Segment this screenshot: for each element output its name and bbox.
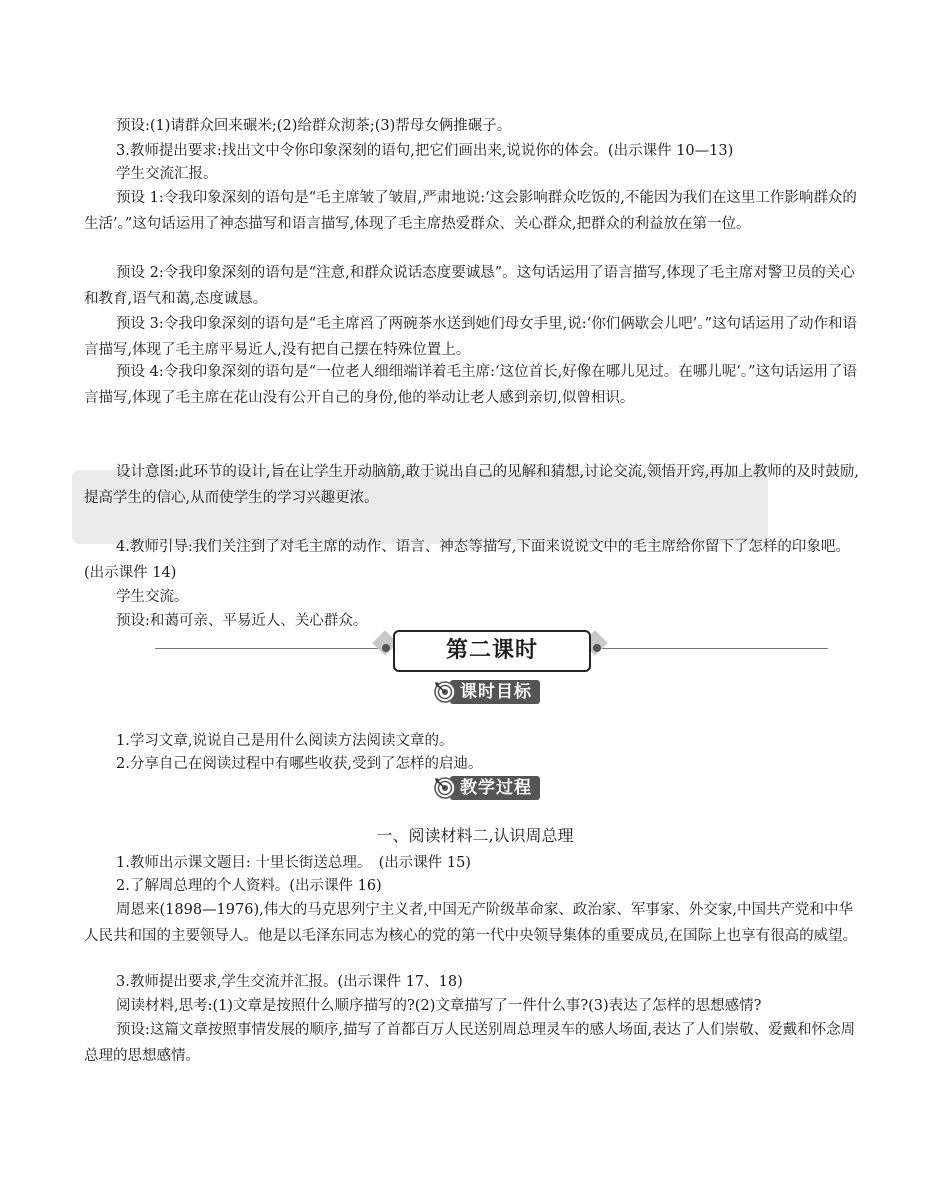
step-3: 3.教师提出要求,学生交流并汇报。(出示课件 17、18) (116, 974, 463, 990)
divider-line-left (155, 648, 387, 649)
preset-text: 预设:(1)请群众回来碾米;(2)给群众沏茶;(3)帮母女俩推碾子。 (116, 118, 512, 134)
lesson-goals-label: 课时目标 (450, 680, 540, 704)
preset-2: 预设 2:令我印象深刻的语句是“注意,和群众说话态度要诚恳”。这句话运用了语言描写,体现了毛主席对警卫员的关心和教育,语气和蔼,态度诚恳。 (84, 265, 855, 307)
reading-question: 阅读材料,思考:(1)文章是按照什么顺序描写的?(2)文章描写了一件什么事?(3)表达了怎样的思想感情? (116, 998, 762, 1014)
teacher-guide: 4.教师引导:我们关注到了对毛主席的动作、语言、神态等描写,下面来说说文中的毛主席给你留下了怎样的印象吧。(出示课件 14) (84, 539, 850, 581)
zhou-bio: 周恩来(1898—1976),伟大的马克思列宁主义者,中国无产阶级革命家、政治家、军事家、外交家,中国共产党和中华人民共和国的主要领导人。他是以毛泽东同志为核心的党的第一代中央领导集体的重要成员,在国际上也享有很高的威望。 (84, 902, 858, 944)
section-heading: 一、阅读材料二,认识周总理 (376, 826, 574, 845)
student-exchange: 学生交流。 (116, 589, 189, 605)
goal-2: 2.分享自己在阅读过程中有哪些收获,受到了怎样的启迪。 (116, 756, 483, 772)
impression-preset: 预设:和蔼可亲、平易近人、关心群众。 (116, 613, 368, 629)
divider-dot-right (593, 644, 601, 652)
step-1: 1.教师出示课文题目: 十里长街送总理。 (出示课件 15) (116, 855, 471, 871)
teaching-process-badge (434, 775, 540, 801)
preset-1: 预设 1:令我印象深刻的语句是“毛主席皱了皱眉,严肃地说:‘这会影响群众吃饭的,不能因为我们在这里工作影响群众的生活’。”这句话运用了神态描写和语言描写,体现了毛主席热爱群众、关心群众,把群众的利益放在第一位。 (84, 190, 857, 232)
reading-answer: 预设:这篇文章按照事情发展的顺序,描写了首都百万人民送别周总理灵车的感人场面,表达了人们崇敬、爱戴和怀念周总理的思想感情。 (84, 1022, 856, 1064)
teacher-requirement: 3.教师提出要求:找出文中令你印象深刻的语句,把它们画出来,说说你的体会。(出示课件 10—13) (116, 143, 734, 159)
step-2: 2.了解周总理的个人资料。(出示课件 16) (116, 878, 382, 894)
divider-line-right (594, 648, 828, 649)
target-icon (434, 777, 456, 799)
goal-1: 1.学习文章,说说自己是用什么阅读方法阅读文章的。 (116, 733, 454, 749)
preset-3: 预设 3:令我印象深刻的语句是“毛主席舀了两碗茶水送到她们母女手里,说:‘你们俩歇会儿吧’。”这句话运用了动作和语言描写,体现了毛主席平易近人,没有把自己摆在特殊位置上。 (84, 316, 858, 358)
target-icon (434, 681, 456, 703)
design-intent-text: 设计意图:此环节的设计,旨在让学生开动脑筋,敢于说出自己的见解和猜想,讨论交流,领悟开窍,再加上教师的及时鼓励,提高学生的信心,从而使学生的学习兴趣更浓。 (84, 464, 860, 506)
teaching-process-label: 教学过程 (450, 776, 540, 800)
lesson-goals-badge (434, 679, 540, 705)
lesson-title-box: 第二课时 (393, 630, 591, 672)
student-report: 学生交流汇报。 (116, 166, 218, 182)
divider-dot-left (382, 644, 390, 652)
preset-4: 预设 4:令我印象深刻的语句是“一位老人细细端详着毛主席:‘这位首长,好像在哪儿见过。在哪儿呢’。”这句话运用了语言描写,体现了毛主席在花山没有公开自己的身份,他的举动让老人感到亲切,似曾相识。 (84, 364, 858, 406)
